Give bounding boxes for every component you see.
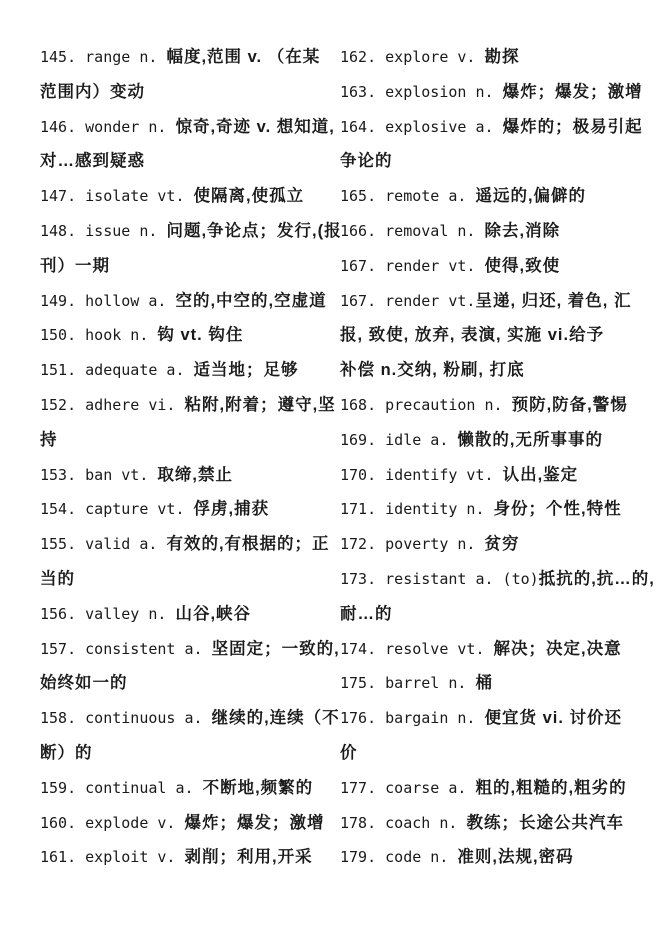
entry-word: 177. coarse a. — [340, 778, 476, 797]
vocab-entry — [40, 40, 328, 75]
entry-word: 152. adhere vi. — [40, 395, 185, 414]
entry-definition: 教练；长途公共汽车 — [466, 813, 624, 832]
vocab-entry — [40, 806, 328, 841]
vocab-entry-continuation — [40, 423, 328, 458]
entry-word: 172. poverty n. — [340, 535, 485, 554]
entry-word: 161. exploit v. — [40, 848, 185, 867]
entry-word: 178. coach n. — [340, 813, 467, 832]
entry-definition: 桶 — [475, 674, 493, 693]
vocab-entry — [340, 179, 630, 214]
entry-definition: 抵抗的,抗…的, — [538, 569, 655, 588]
vocab-entry — [340, 75, 643, 110]
vocab-entry — [340, 214, 630, 249]
vocab-entry — [340, 806, 630, 841]
entry-definition: 继续的,连续（不 — [211, 709, 340, 728]
entry-definition: 报, 致使, 放弃, 表演, 实施 vi.给予 — [340, 326, 605, 345]
entry-definition: 断）的 — [40, 743, 93, 762]
entry-word: 164. explosive a. — [340, 117, 503, 136]
entry-definition: 认出,鉴定 — [502, 465, 579, 484]
entry-word: 167. render vt. — [340, 256, 485, 275]
entry-definition: 便宜货 vi. 讨价还 — [484, 709, 623, 728]
entry-definition: 爆炸；爆发；激增 — [184, 813, 325, 832]
entry-definition: 刊）一期 — [40, 256, 110, 275]
vocab-entry-continuation — [340, 597, 630, 632]
entry-definition: 俘虏,捕获 — [193, 500, 270, 519]
entry-word: 153. ban vt. — [40, 465, 158, 484]
entry-word: 155. valid a. — [40, 535, 167, 554]
vocab-entry — [40, 771, 328, 806]
vocab-entry-continuation — [340, 318, 630, 353]
entry-definition: 耐…的 — [340, 604, 393, 623]
entry-definition: 爆炸的；极易引起 — [502, 117, 643, 136]
left-column — [40, 40, 342, 934]
vocab-entry — [340, 40, 630, 75]
entry-definition: 问题,争论点；发行,(报 — [166, 221, 342, 240]
vocab-entry — [340, 249, 630, 284]
entry-definition: 呈递, 归还, 着色, 汇 — [475, 291, 632, 310]
entry-word: 156. valley n. — [40, 604, 176, 623]
vocab-entry — [340, 562, 655, 597]
entry-word: 154. capture vt. — [40, 500, 194, 519]
entry-definition: 对…感到疑惑 — [40, 152, 145, 171]
entry-definition: 范围内）变动 — [40, 82, 145, 101]
vocab-entry — [340, 666, 630, 701]
vocab-entry — [40, 214, 342, 249]
vocab-entry — [340, 771, 630, 806]
entry-word: 160. explode v. — [40, 813, 185, 832]
vocab-entry — [340, 527, 630, 562]
entry-definition: 补偿 n.交纳, 粉刷, 打底 — [340, 361, 525, 380]
vocab-entry-continuation — [40, 75, 328, 110]
vocab-entry — [40, 701, 340, 736]
vocab-entry — [40, 353, 328, 388]
entry-word: 179. code n. — [340, 848, 458, 867]
entry-definition: 始终如一的 — [40, 674, 128, 693]
vocab-entry — [340, 388, 630, 423]
entry-word: 146. wonder n. — [40, 117, 176, 136]
entry-word: 163. explosion n. — [340, 82, 503, 101]
entry-definition: 解决；决定,决意 — [493, 639, 622, 658]
vocab-entry — [40, 388, 336, 423]
entry-definition: 使隔离,使孤立 — [193, 187, 305, 206]
entry-definition: 幅度,范围 v. （在某 — [166, 48, 321, 66]
entry-definition: 空的,中空的,空虚道 — [175, 291, 327, 310]
vocab-entry — [340, 492, 630, 527]
vocab-entry — [40, 284, 328, 319]
entry-definition: 持 — [40, 430, 58, 449]
entry-word: 173. resistant a. (to) — [340, 569, 539, 588]
entry-word: 167. render vt. — [340, 291, 476, 310]
vocab-entry — [340, 284, 630, 319]
entry-definition: 勘探 — [484, 48, 520, 66]
entry-word: 165. remote a. — [340, 187, 476, 206]
entry-word: 176. bargain n. — [340, 709, 485, 728]
vocab-entry-continuation — [340, 353, 630, 388]
entry-definition: 粘附,附着；遵守,坚 — [184, 395, 336, 414]
vocab-entry — [40, 597, 328, 632]
vocab-entry-continuation — [340, 144, 630, 179]
entry-word: 157. consistent a. — [40, 639, 212, 658]
entry-definition: 懒散的,无所事事的 — [457, 430, 603, 449]
entry-word: 148. issue n. — [40, 221, 167, 240]
entry-definition: 争论的 — [340, 152, 393, 171]
vocab-entry — [40, 318, 328, 353]
entry-word: 170. identify vt. — [340, 465, 503, 484]
vocab-entry-continuation — [40, 562, 328, 597]
vocab-entry-continuation — [340, 736, 630, 771]
entry-definition: 粗的,粗糙的,粗劣的 — [475, 778, 627, 797]
vocab-entry — [40, 179, 328, 214]
entry-word: 171. identity n. — [340, 500, 494, 519]
entry-word: 145. range n. — [40, 48, 167, 66]
entry-word: 147. isolate vt. — [40, 187, 194, 206]
entry-word: 175. barrel n. — [340, 674, 476, 693]
entry-definition: 坚固定；一致的, — [211, 639, 340, 658]
entry-definition: 剥削；利用,开采 — [184, 848, 313, 867]
entry-word: 162. explore v. — [340, 48, 485, 66]
vocab-entry — [40, 527, 328, 562]
entry-word: 158. continuous a. — [40, 709, 212, 728]
vocab-entry — [340, 423, 630, 458]
entry-definition: 预防,防备,警惕 — [511, 395, 628, 414]
right-column — [340, 40, 655, 934]
entry-definition: 准则,法规,密码 — [457, 848, 574, 867]
entry-word: 149. hollow a. — [40, 291, 176, 310]
entry-definition: 爆炸；爆发；激增 — [502, 82, 643, 101]
entry-definition: 适当地；足够 — [193, 361, 299, 380]
entry-word: 151. adequate a. — [40, 361, 194, 380]
vocab-entry — [40, 492, 328, 527]
vocab-entry — [340, 110, 643, 145]
entry-definition: 当的 — [40, 569, 75, 588]
vocab-entry-continuation — [40, 736, 328, 771]
vocab-entry — [40, 840, 328, 875]
entry-word: 169. idle a. — [340, 430, 458, 449]
entry-definition: 贫穷 — [484, 535, 520, 554]
vocab-entry — [340, 701, 630, 736]
vocab-entry — [340, 458, 630, 493]
vocab-entry — [40, 632, 340, 667]
entry-definition: 使得,致使 — [484, 256, 561, 275]
vocab-entry — [40, 458, 328, 493]
entry-definition: 遥远的,偏僻的 — [475, 187, 587, 206]
vocab-entry — [340, 632, 630, 667]
entry-definition: 惊奇,奇迹 v. 想知道, — [175, 117, 335, 136]
vocab-entry-continuation — [40, 666, 328, 701]
vocab-entry-continuation — [40, 144, 328, 179]
entry-word: 168. precaution n. — [340, 395, 512, 414]
entry-definition: 身份；个性,特性 — [493, 500, 622, 519]
entry-definition: 山谷,峡谷 — [175, 604, 252, 623]
entry-word: 150. hook n. — [40, 326, 158, 345]
entry-definition: 不断地,频繁的 — [202, 778, 314, 797]
entry-definition: 有效的,有根据的；正 — [166, 535, 330, 554]
entry-definition: 钩 vt. 钩住 — [157, 326, 244, 345]
entry-word: 174. resolve vt. — [340, 639, 494, 658]
entry-word: 166. removal n. — [340, 221, 485, 240]
entry-definition: 取缔,禁止 — [157, 465, 233, 484]
vocab-entry — [40, 110, 335, 145]
entry-definition: 价 — [340, 743, 358, 762]
vocab-entry-continuation — [40, 249, 328, 284]
vocab-entry — [340, 840, 630, 875]
entry-definition: 除去,消除 — [484, 221, 561, 240]
entry-word: 159. continual a. — [40, 778, 203, 797]
